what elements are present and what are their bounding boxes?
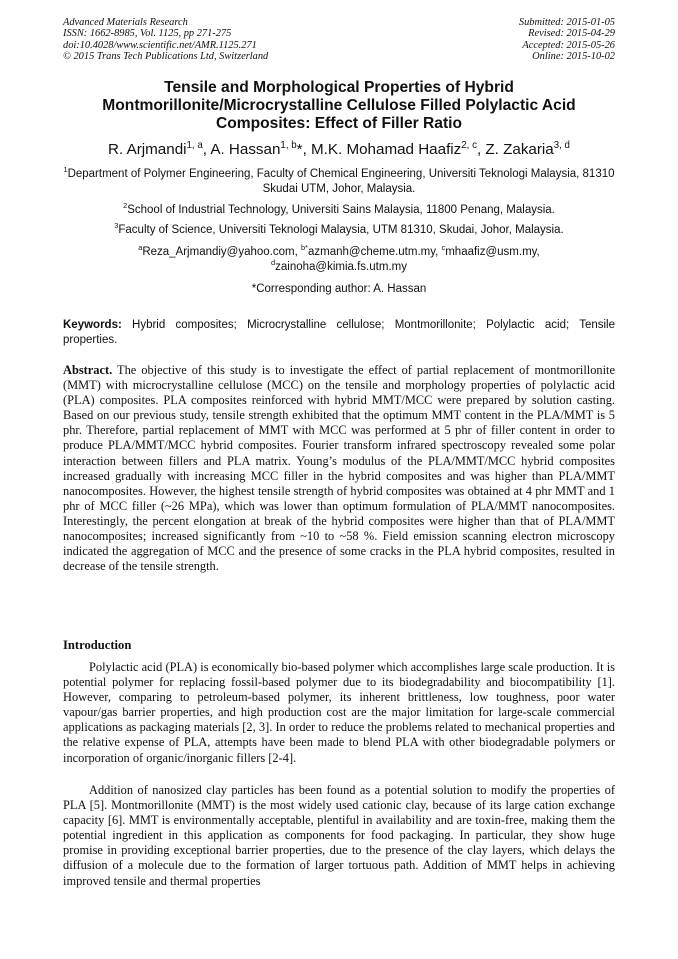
author-name: R. Arjmandi [108,141,187,158]
author-name: A. Hassan [210,141,281,158]
section-heading-introduction: Introduction [63,638,132,652]
corresponding-author: *Corresponding author: A. Hassan [251,283,427,295]
affiliation-3 [63,223,615,238]
email-mark: a [138,243,143,253]
journal-name: Advanced Materials Research [63,17,188,28]
copyright-line: © 2015 Trans Tech Publications Ltd, Switzerland [63,51,269,63]
abstract-label: Abstract. [63,363,113,377]
journal-info [63,17,268,63]
author-affiliation-mark: 3, d [553,139,570,151]
email-link[interactable]: mhaafiz@usm.my, [445,246,540,258]
abstract [63,363,615,574]
author-name: Z. Zakaria [485,141,554,158]
email-link[interactable]: azmanh@cheme.utm.my, [307,246,439,258]
keywords-label: Keywords: [63,319,122,331]
keywords-text: Hybrid composites; Microcrystalline cellulose; Montmorillonite; Polylactic acid; Tensile properties. [63,319,615,346]
author-list: R. Arjmandi$^{1, a}$, A. Hassan$^{1, b}$*, M.K. Mohamad Haafiz$^{2, c}$, Z. Zakaria$^{3, d}$ [108,139,570,158]
submitted-date: Submitted: 2015-01-05 [518,17,615,28]
affiliation-2 [63,203,615,218]
affiliation-mark: 1 [63,165,68,175]
author-affiliation-mark: 1, b [280,139,297,151]
paper-title: Tensile and Morphological Properties of Hybrid Montmorillonite/Microcrystalline Cellulose Filled Polylactic Acid Composites: Effect of Filler Ratio [102,79,576,132]
email-link[interactable]: zainoha@kimia.fs.utm.my [275,261,407,273]
email-list [63,245,615,275]
author-affiliation-mark: 2, c [461,139,477,151]
email-mark: c [441,243,446,253]
email-mark: b* [301,243,308,253]
affiliation-text: School of Industrial Technology, Universiti Sains Malaysia, 11800 Penang, Malaysia. [127,204,555,216]
keywords [63,318,615,348]
abstract-text: The objective of this study is to investigate the effect of partial replacement of montmorillonite (MMT) with microcrystalline cellulose (MCC) on the tensile and morphology properties of polylactic acid (PLA) composites. PLA composites reinforced with hybrid MMT/MCC were prepared by solution casting. Based on our previous study, tensile strength exhibited that the optimum MMT content in the PLA/MMT is 5 phr. Therefore, partial replacement of MMT with MCC was performed at 5 phr of filler content in order to produce PLA/MMT/MCC hybrid composites. Fourier transform infrared spectroscopy revealed some polar interaction between fillers and PLA matrix. Young’s modulus of the PLA/MMT/MCC hybrid composites increased gradually with increasing MCC filler in the hybrid composites and was higher than PLA/MMT nanocomposites. However, the highest tensile strength of hybrid composites was obtained at 4 phr MMT and 1 phr of MCC filler (~26 MPa), which was lower than optimum formulation of PLA/MMT nanocomposites. Interestingly, the percent elongation at break of the hybrid composites were higher than that of PLA/MMT nanocomposites; increased significantly from ~10 to ~58 %. Field emission scanning electron microscopy indicated the aggregation of MCC and the presence of some cracks in the PLA hybrid composites, resulted in decrease of the tensile strength. [63,363,615,574]
publication-dates [519,17,615,63]
author-name: M.K. Mohamad Haafiz [311,141,462,158]
online-date: Online: 2015-10-02 [532,51,615,63]
affiliation-1 [63,167,615,197]
issn-line: ISSN: 1662-8985, Vol. 1125, pp 271-275 [63,28,232,40]
corresponding-star: * [296,141,303,158]
introduction-paragraph-1: Polylactic acid (PLA) is economically bio-based polymer which accomplishes large scale production. It is potential polymer for replacing fossil-based polymer due to its biodegradability and biocompatibility [1]. However, comparing to petroleum-based polymer, its inherent brittleness, low toughness, poor water vapour/gas barrier properties, and high production cost are the major limitation for large-scale commercial applications as packaging materials [2, 3]. In order to reduce the problems related to mechanical properties and the relative expense of PLA, attempts have been made to blend PLA with other biodegradable polymers or incorporation of organic/inorganic fillers [2-4]. [63,660,615,765]
revised-date: Revised: 2015-04-29 [528,28,615,40]
accepted-date: Accepted: 2015-05-26 [522,39,615,51]
email-mark: d [271,258,276,268]
affiliation-text: Faculty of Science, Universiti Teknologi Malaysia, UTM 81310, Skudai, Johor, Malaysia. [118,224,564,236]
introduction-paragraph-2: Addition of nanosized clay particles has been found as a potential solution to modify the properties of PLA [5]. Montmorillonite (MMT) is the most widely used cationic clay, because of its large cation exchange capacity [6]. MMT is environmentally acceptable, plentiful in availability and are toxin-free, making them the potential ingredient in this application as components for food packaging. In particular, they show huge promise in providing exceptional barrier properties, due to the presence of the clay layers, which delays the diffusion of a molecule due to the formation of larger tortuous path. Addition of MMT helps in achieving improved tensile and thermal properties [63,783,615,888]
affiliation-mark: 2 [123,201,128,211]
affiliation-text: Department of Polymer Engineering, Faculty of Chemical Engineering, Universiti Teknologi Malaysia, 81310 Skudai UTM, Johor, Malaysia. [67,168,615,195]
author-affiliation-mark: 1, a [186,139,203,151]
affiliation-mark: 3 [114,221,119,231]
email-link[interactable]: Reza_Arjmandiy@yahoo.com, [142,246,298,258]
doi-line: doi:10.4028/www.scientific.net/AMR.1125.271 [63,39,257,51]
